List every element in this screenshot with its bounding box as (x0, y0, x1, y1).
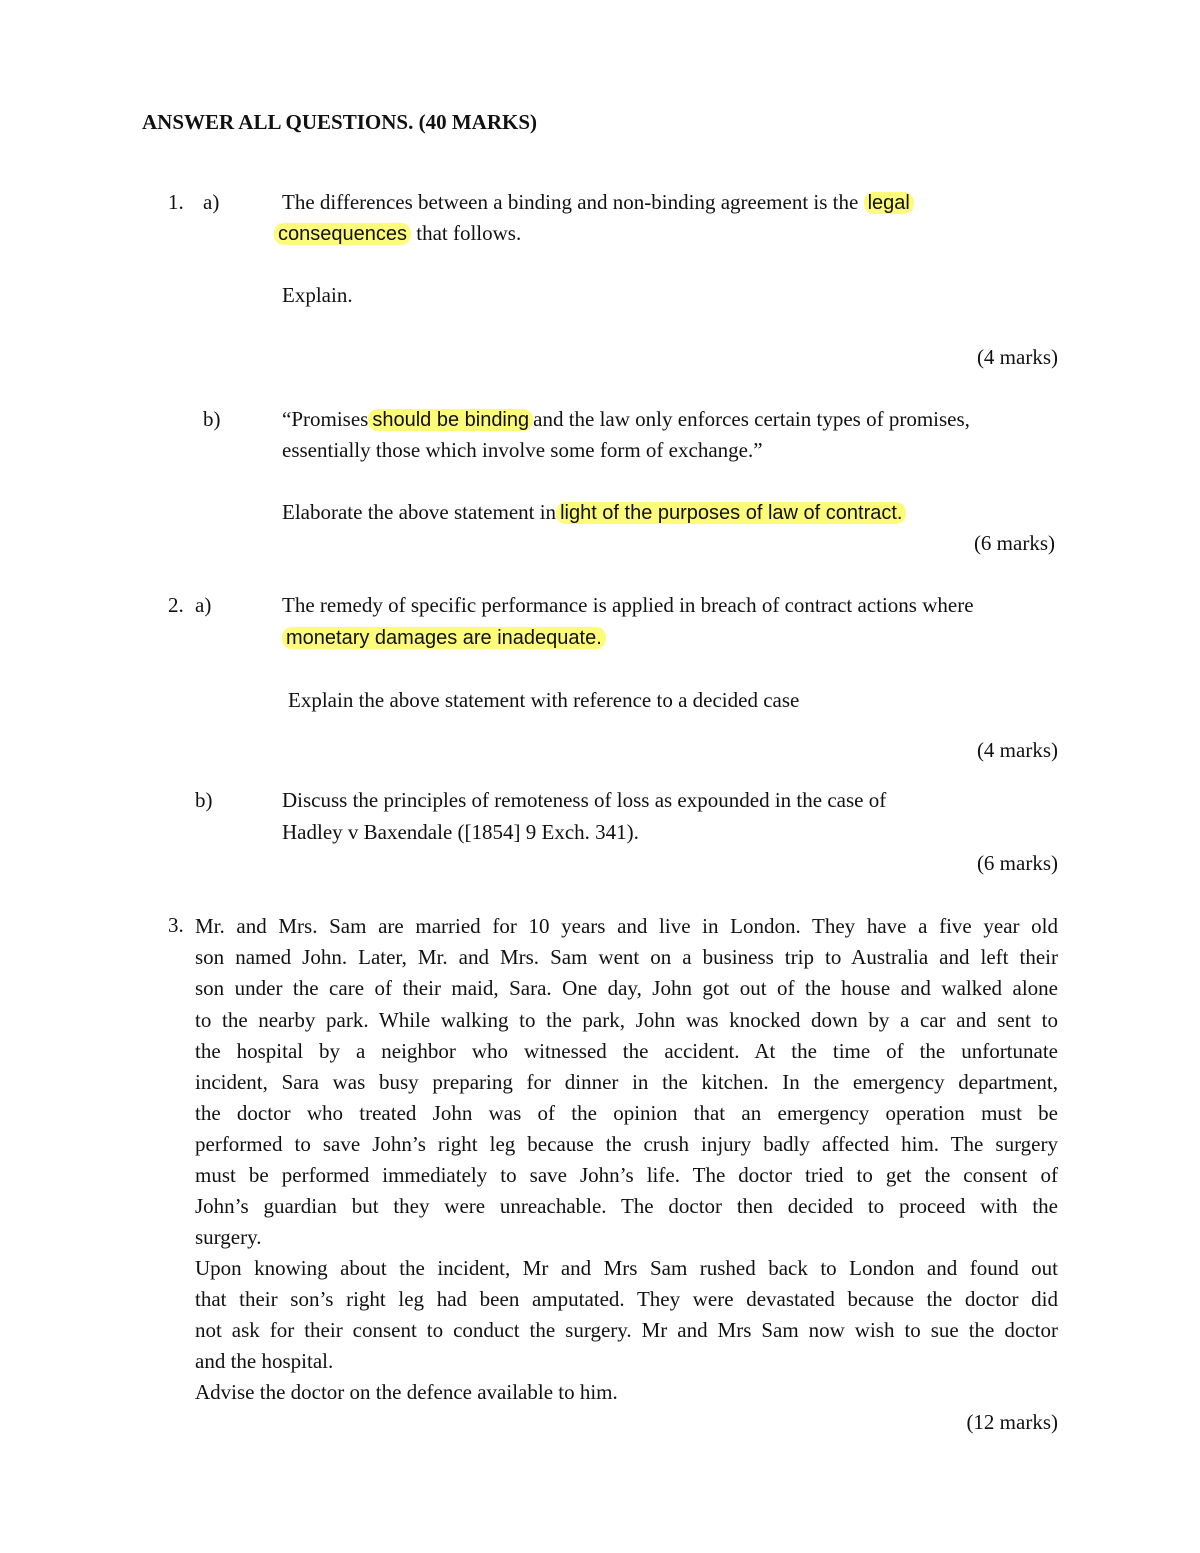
question-2b-line-2: Hadley v Baxendale ([1854] 9 Exch. 341). (282, 820, 639, 844)
highlight-should-be-binding: should be binding (368, 409, 533, 431)
question-3-instruction: Advise the doctor on the defence available to him. (195, 1380, 618, 1404)
question-1a-marks: (4 marks) (976, 345, 1058, 369)
page-heading: ANSWER ALL QUESTIONS. (40 MARKS) (142, 110, 537, 134)
question-2a-instruction: Explain the above statement with reference to a decided case (288, 688, 800, 712)
question-1b-line-3 (282, 498, 906, 527)
question-3-line: the hospital by a neighbor who witnessed the accident. At the time of the unfortunate (195, 1039, 1058, 1063)
question-2a-marks: (4 marks) (976, 738, 1058, 762)
question-1a-text: The differences between a binding and non-binding agreement is the (282, 190, 859, 214)
question-3-line: must be performed immediately to save John’s life. The doctor tried to get the consent of (195, 1163, 1058, 1187)
question-2b-label: b) (195, 788, 213, 812)
question-3-line: son named John. Later, Mr. and Mrs. Sam went on a business trip to Australia and left their (195, 945, 1058, 969)
question-2a-label: a) (195, 593, 212, 617)
question-2b-line-1: Discuss the principles of remoteness of loss as expounded in the case of (282, 788, 887, 812)
question-3-line: Upon knowing about the incident, Mr and Mrs Sam rushed back to London and found out (195, 1256, 1058, 1280)
question-3-line: to the nearby park. While walking to the park, John was knocked down by a car and sent to (195, 1008, 1058, 1032)
highlight-purposes-of-law: light of the purposes of law of contract. (556, 502, 906, 524)
question-3-line: surgery. (195, 1225, 262, 1249)
question-1b-marks: (6 marks) (973, 531, 1055, 555)
question-3-line: Mr. and Mrs. Sam are married for 10 years and live in London. They have a five year old (195, 914, 1058, 938)
question-3-line: John’s guardian but they were unreachable. The doctor then decided to proceed with the (195, 1194, 1058, 1218)
highlight-legal: legal (864, 192, 914, 214)
question-1-number: 1. (168, 190, 184, 214)
question-1a-line-2 (274, 219, 521, 248)
question-3-marks: (12 marks) (966, 1410, 1058, 1434)
question-2a-line-1: The remedy of specific performance is applied in breach of contract actions where (282, 593, 974, 617)
question-1a-label: a) (203, 190, 220, 214)
question-3-number: 3. (168, 913, 184, 937)
question-3-line: incident, Sara was busy preparing for dinner in the kitchen. In the emergency department, (195, 1070, 1058, 1094)
question-3-line: performed to save John’s right leg because the crush injury badly affected him. The surgery (195, 1132, 1058, 1156)
question-1b-line-2: essentially those which involve some form of exchange.” (282, 438, 763, 462)
question-3-line: son under the care of their maid, Sara. One day, John got out of the house and walked alone (195, 976, 1058, 1000)
highlight-consequences: consequences (274, 223, 411, 245)
question-1b-instruction: Elaborate the above statement in (282, 500, 557, 524)
question-1b-label: b) (203, 407, 221, 431)
question-2-number: 2. (168, 593, 184, 617)
question-2b-marks: (6 marks) (976, 851, 1058, 875)
question-3-line: and the hospital. (195, 1349, 334, 1373)
question-1b-line-1 (282, 405, 970, 434)
question-2a-line-2 (282, 623, 606, 652)
question-1a-text-cont: that follows. (416, 221, 522, 245)
question-3-line: not ask for their consent to conduct the surgery. Mr and Mrs Sam now wish to sue the doctor (195, 1318, 1058, 1342)
highlight-monetary-damages: monetary damages are inadequate. (282, 627, 606, 649)
question-1b-text: “Promises (282, 407, 369, 431)
question-1a-line-1 (282, 188, 914, 217)
question-3-line: that their son’s right leg had been amputated. They were devastated because the doctor did (195, 1287, 1058, 1311)
question-1a-instruction: Explain. (282, 283, 353, 307)
question-3-line: the doctor who treated John was of the opinion that an emergency operation must be (195, 1101, 1058, 1125)
question-1b-text-cont: and the law only enforces certain types of promises, (533, 407, 970, 431)
